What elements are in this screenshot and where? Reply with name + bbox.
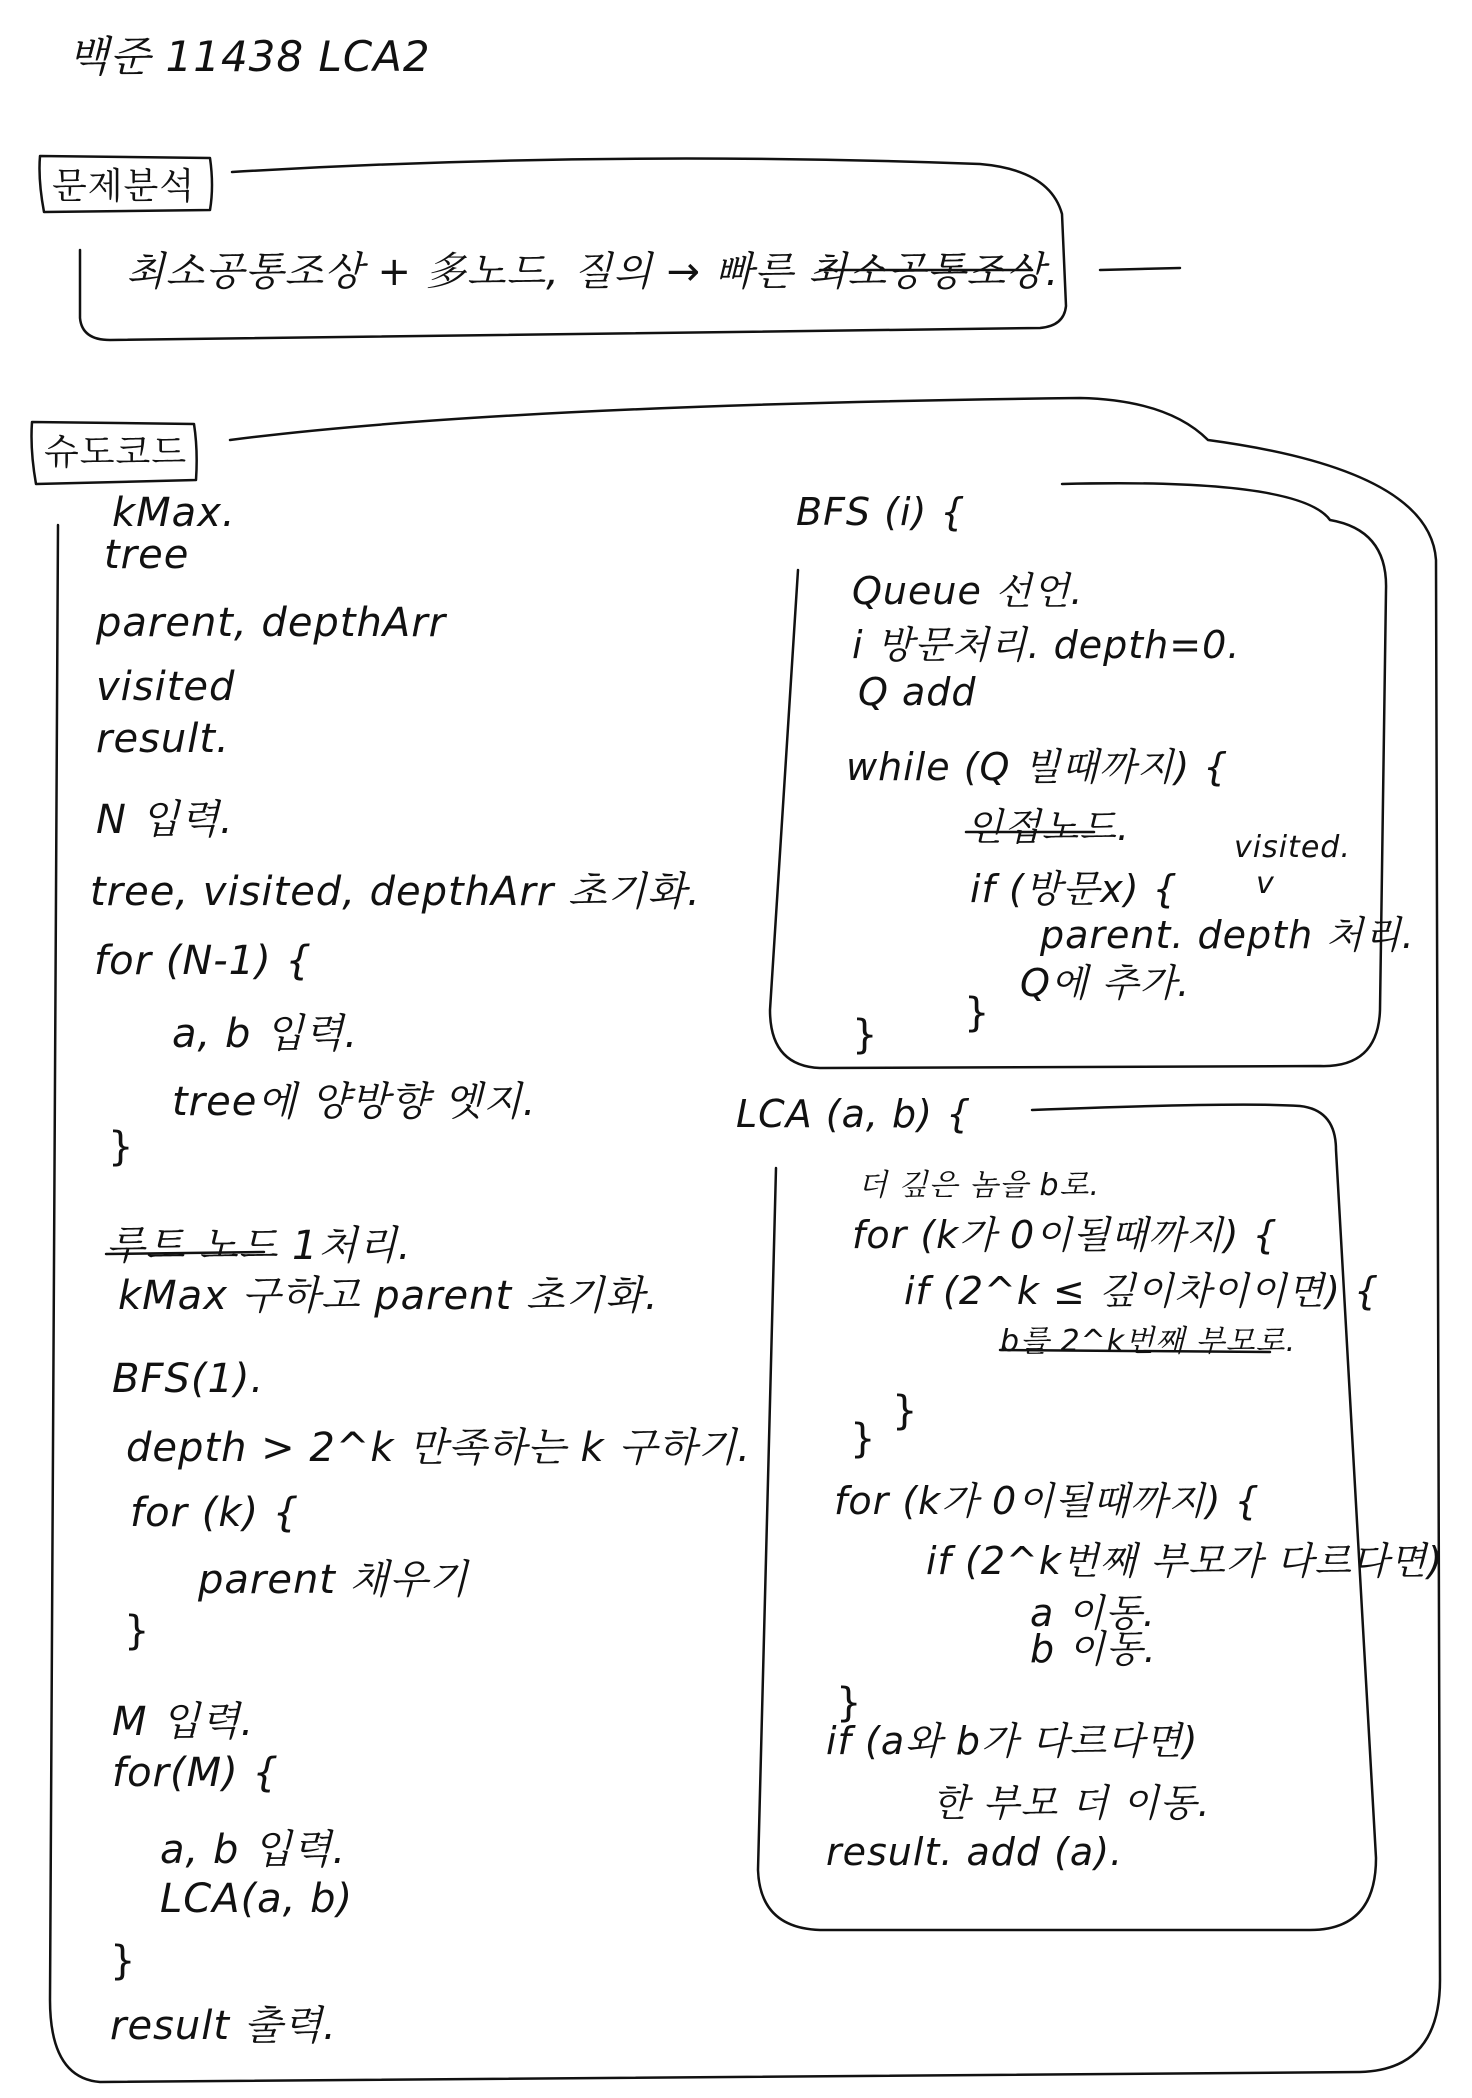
bfs-line: parent. depth 처리. bbox=[1040, 913, 1415, 957]
lca-line: 한 부모 더 이동. bbox=[932, 1781, 1211, 1825]
main-line: a, b 입력. bbox=[160, 1827, 347, 1873]
main-line: } bbox=[124, 1608, 151, 1654]
main-line: parent, depthArr bbox=[96, 600, 447, 646]
bfs-line: 인접노드. bbox=[966, 805, 1130, 849]
bfs-note: v bbox=[1256, 866, 1275, 901]
lca-line: b를 2^k번째 부모로. bbox=[1000, 1324, 1297, 1359]
lca-line: } bbox=[836, 1680, 863, 1726]
main-line: result 출력. bbox=[110, 2003, 337, 2049]
lca-line: if (2^k ≤ 깊이차이이면) { bbox=[904, 1269, 1380, 1313]
main-line: for(M) { bbox=[112, 1750, 279, 1796]
pseudo-label: 슈도코드 bbox=[44, 432, 188, 473]
main-line: a, b 입력. bbox=[172, 1011, 359, 1057]
main-line: } bbox=[110, 1938, 137, 1984]
bfs-line: } bbox=[964, 990, 991, 1036]
analysis-label: 문제분석 bbox=[52, 166, 196, 207]
bfs-line: Q add bbox=[858, 670, 977, 714]
bfs-line: i 방문처리. depth=0. bbox=[852, 623, 1241, 667]
main-line: kMax 구하고 parent 초기화. bbox=[118, 1273, 659, 1319]
main-line: tree, visited, depthArr 초기화. bbox=[90, 869, 701, 915]
lca-line: for (k가 0이될때까지) { bbox=[852, 1213, 1278, 1257]
main-line: LCA(a, b) bbox=[160, 1876, 354, 1922]
main-line: depth > 2^k 만족하는 k 구하기. bbox=[126, 1425, 752, 1471]
main-line: tree bbox=[104, 532, 190, 578]
main-line: for (k) { bbox=[130, 1490, 300, 1536]
bfs-line: Queue 선언. bbox=[852, 569, 1084, 613]
main-line: } bbox=[108, 1124, 135, 1170]
bfs-line: while (Q 빌때까지) { bbox=[846, 745, 1229, 789]
bfs-line: } bbox=[852, 1012, 879, 1058]
lca-line: LCA (a, b) { bbox=[736, 1092, 972, 1136]
page-title: 백준 11438 LCA2 bbox=[68, 32, 431, 81]
main-line: kMax. bbox=[112, 490, 236, 536]
main-line: tree에 양방향 엣지. bbox=[172, 1079, 537, 1125]
bfs-line: Q에 추가. bbox=[1020, 961, 1191, 1005]
analysis-text: 최소공통조상 + 多노드, 질의 → 빠른 최소공통조상. bbox=[126, 249, 1060, 295]
main-line: visited bbox=[96, 664, 236, 710]
bfs-note: visited. bbox=[1234, 830, 1351, 865]
main-line: BFS(1). bbox=[112, 1356, 265, 1402]
lca-line: 더 깊은 놈을 b로. bbox=[858, 1168, 1101, 1203]
main-line: M 입력. bbox=[112, 1699, 255, 1745]
lca-line: for (k가 0이될때까지) { bbox=[834, 1479, 1260, 1523]
main-line: parent 채우기 bbox=[198, 1557, 469, 1603]
lca-line: b 이동. bbox=[1030, 1627, 1157, 1671]
bfs-line: BFS (i) { bbox=[796, 490, 966, 534]
lca-line: if (2^k번째 부모가 다르다면) bbox=[926, 1539, 1444, 1583]
lca-line: result. add (a). bbox=[826, 1830, 1124, 1874]
main-line: for (N-1) { bbox=[94, 938, 312, 984]
lca-line: } bbox=[892, 1388, 919, 1434]
lca-line: if (a와 b가 다르다면) bbox=[826, 1719, 1199, 1763]
lca-line: a 이동. bbox=[1030, 1591, 1156, 1635]
main-line: result. bbox=[96, 716, 230, 762]
main-line: 루트 노드 1처리. bbox=[106, 1223, 412, 1269]
main-line: N 입력. bbox=[96, 797, 234, 843]
lca-line: } bbox=[850, 1416, 877, 1462]
bfs-line: if (방문x) { bbox=[970, 867, 1178, 911]
